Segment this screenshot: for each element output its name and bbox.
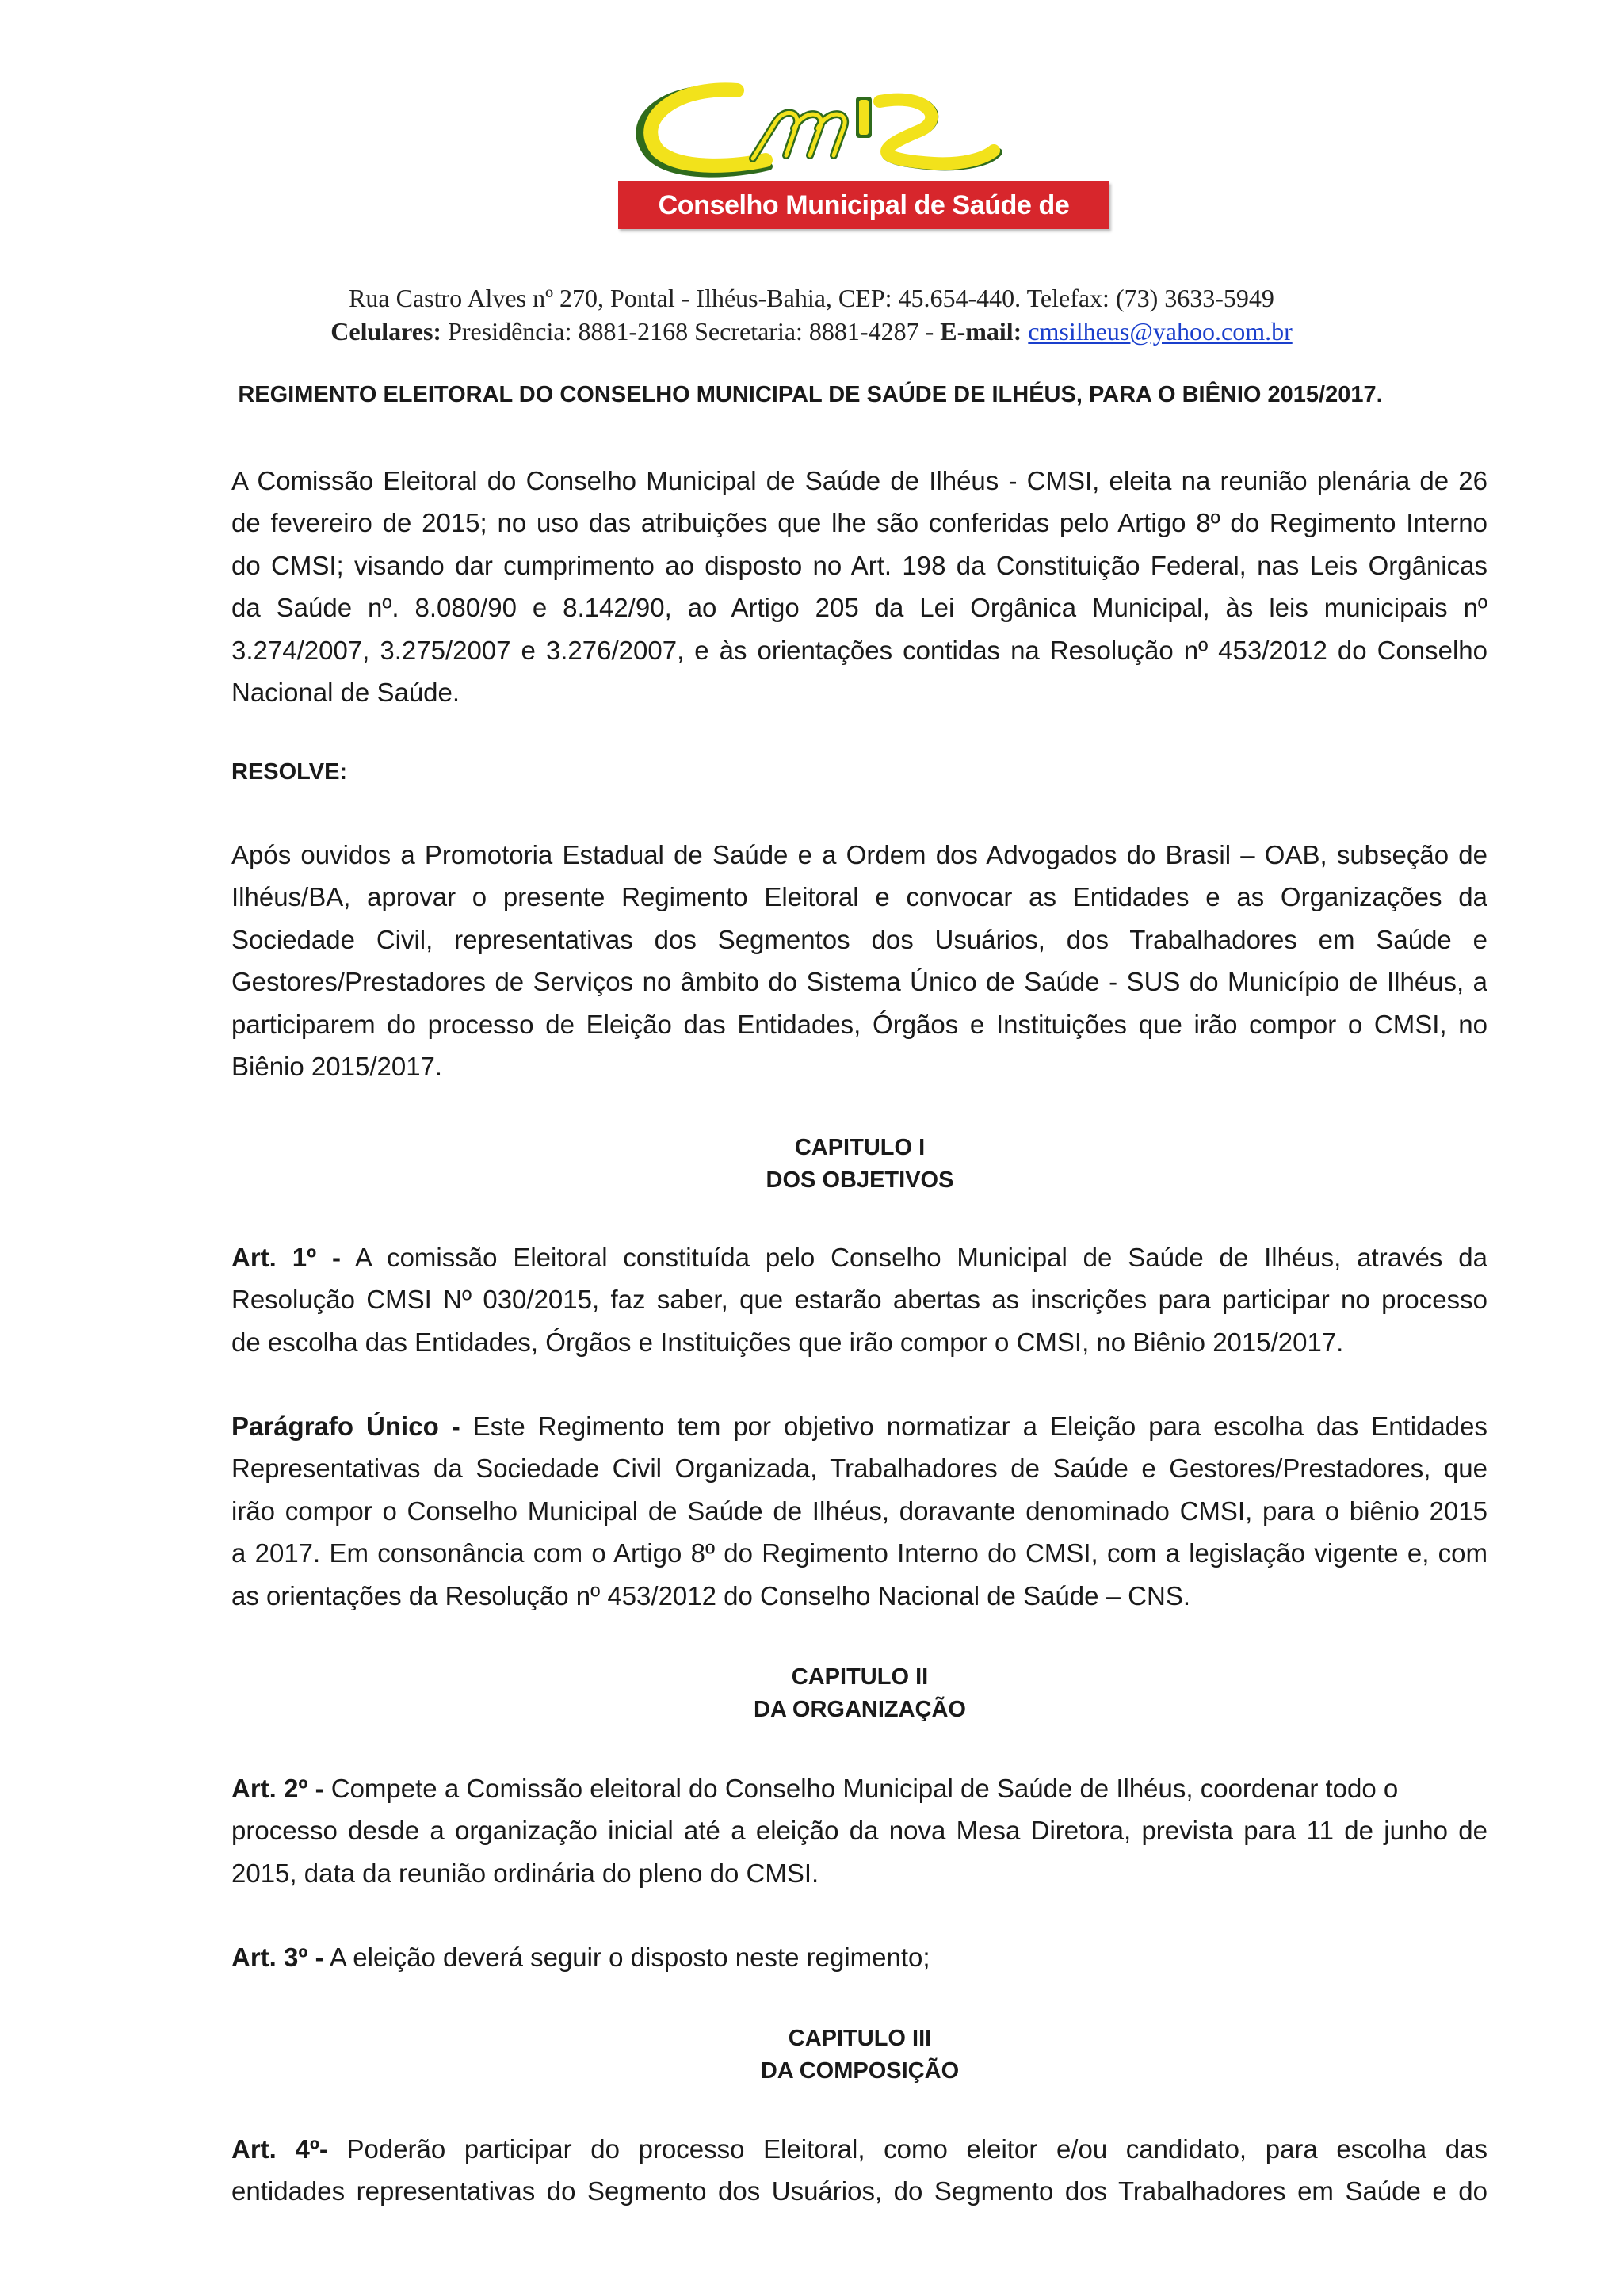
article-text: Compete a Comissão eleitoral do Conselho Municipal de Saúde de Ilhéus, coordenar todo o [323,1774,1399,1803]
intro-line: A Comissão Eleitoral do Conselho Municipal de Saúde de Ilhéus - CMSI, eleita na reunião plenária de 26 [231,466,1487,495]
intro-line: do CMSI; visando dar cumprimento ao disposto no Art. 198 da Constituição Federal, nas Leis Orgânicas [231,550,1487,580]
phones-label: Celulares: [330,317,442,346]
article-text: A eleição deverá seguir o disposto neste regimento; [323,1943,930,1972]
paragraph-line: irão compor o Conselho Municipal de Saúde de Ilhéus, doravante denominado CMSI, para o biênio 2015 [231,1496,1487,1526]
chapter-2-heading [0,1661,1623,1726]
article-label: Art. 2º - [231,1774,324,1803]
article-line: de escolha das Entidades, Órgãos e Instituições que irão compor o CMSI, no Biênio 2015/2017. [231,1327,1344,1357]
email-label: E-mail: [940,317,1022,346]
article-text: A comissão Eleitoral constituída pelo Conselho Municipal de Saúde de Ilhéus, através da [340,1243,1487,1272]
paragraph-line: as orientações da Resolução nº 453/2012 do Conselho Nacional de Saúde – CNS. [231,1580,1191,1610]
chapter-subtitle: DA COMPOSIÇÃO [760,2058,960,2084]
article-line: Resolução CMSI Nº 030/2015, faz saber, que estarão abertas as inscrições para participar no processo [231,1285,1487,1315]
article-line: entidades representativas do Segmento dos Usuários, do Segmento dos Trabalhadores em Saúde e do [231,2176,1487,2206]
resolve-line: Após ouvidos a Promotoria Estadual de Saúde e a Ordem dos Advogados do Brasil – OAB, subseção de [231,840,1487,869]
resolve-label: RESOLVE: [231,759,348,785]
article-3 [231,1936,1487,1978]
article-line: processo desde a organização inicial até a eleição da nova Mesa Diretora, prevista para 11 de junho de [231,1816,1487,1846]
paragraph-label: Parágrafo Único - [231,1412,460,1441]
article-line [231,1236,1487,1278]
logo-banner: Conselho Municipal de Saúde de Ilhéus-Bahia [618,181,1109,229]
chapter-title: CAPITULO I [794,1135,926,1160]
chapter-title: CAPITULO III [788,2026,932,2051]
article-line: 2015, data da reunião ordinária do pleno do CMSI. [231,1858,819,1888]
logo-emblem [618,73,1125,184]
resolve-line: Gestores/Prestadores de Serviços no âmbito do Sistema Único de Saúde - SUS do Município de Ilhéus, a [231,967,1487,997]
article-label: Art. 1º - [231,1243,341,1272]
paragraph-line: Representativas da Sociedade Civil Organizada, Trabalhadores de Saúde e Gestores/Prestadores, que [231,1454,1487,1484]
article-label: Art. 3º - [231,1943,324,1972]
paragraph-text: Este Regimento tem por objetivo normatizar a Eleição para escolha das Entidades [460,1412,1487,1441]
article-1 [231,1236,1487,1363]
resolve-line: participarem do processo de Eleição das Entidades, Órgãos e Instituições que irão compor o CMSI, no [231,1009,1487,1039]
paragraph-line [231,1405,1487,1447]
paragraph-line: a 2017. Em consonância com o Artigo 8º do Regimento Interno do CMSI, com a legislação vigente e, com [231,1538,1487,1568]
article-text: Poderão participar do processo Eleitoral, como eleitor e/ou candidato, para escolha das [327,2134,1487,2164]
resolve-paragraph [231,834,1487,1087]
chapter-title: CAPITULO II [791,1664,929,1690]
address-line: Rua Castro Alves nº 270, Pontal - Ilhéus-Bahia, CEP: 45.654-440. Telefax: (73) 3633-5949 [349,284,1274,312]
paragrafo-unico [231,1405,1487,1617]
article-line [231,2128,1487,2170]
resolve-line: Ilhéus/BA, aprovar o presente Regimento Eleitoral e convocar as Entidades e as Organizações da [231,882,1487,912]
intro-paragraph [231,460,1487,713]
contact-line [0,317,1623,346]
cmsi-logo [618,73,1125,268]
chapter-3-heading [0,2023,1623,2088]
article-label: Art. 4º- [231,2134,328,2164]
email-link[interactable]: cmsilheus@yahoo.com.br [1028,317,1293,346]
article-4 [231,2128,1487,2213]
chapter-subtitle: DOS OBJETIVOS [766,1167,954,1193]
document-title: REGIMENTO ELEITORAL DO CONSELHO MUNICIPAL DE SAÚDE DE ILHÉUS, PARA O BIÊNIO 2015/2017. [238,382,1383,407]
intro-line: Nacional de Saúde. [231,677,460,707]
chapter-subtitle: DA ORGANIZAÇÃO [754,1697,966,1722]
article-2 [231,1767,1487,1894]
article-line [231,1936,1487,1978]
intro-line: da Saúde nº. 8.080/90 e 8.142/90, ao Artigo 205 da Lei Orgânica Municipal, às leis municipais nº [231,593,1487,623]
article-line [231,1767,1487,1809]
resolve-line: Biênio 2015/2017. [231,1051,443,1081]
intro-line: de fevereiro de 2015; no uso das atribuições que lhe são conferidas pelo Artigo 8º do Regimento Interno [231,508,1487,538]
resolve-line: Sociedade Civil, representativas dos Segmentos dos Usuários, dos Trabalhadores em Saúde e [231,924,1487,954]
intro-line: 3.274/2007, 3.275/2007 e 3.276/2007, e às orientações contidas na Resolução nº 453/2012 do Conselho [231,635,1487,665]
chapter-1-heading [0,1132,1623,1197]
phones-text: Presidência: 8881-2168 Secretaria: 8881-4287 - [448,317,934,346]
